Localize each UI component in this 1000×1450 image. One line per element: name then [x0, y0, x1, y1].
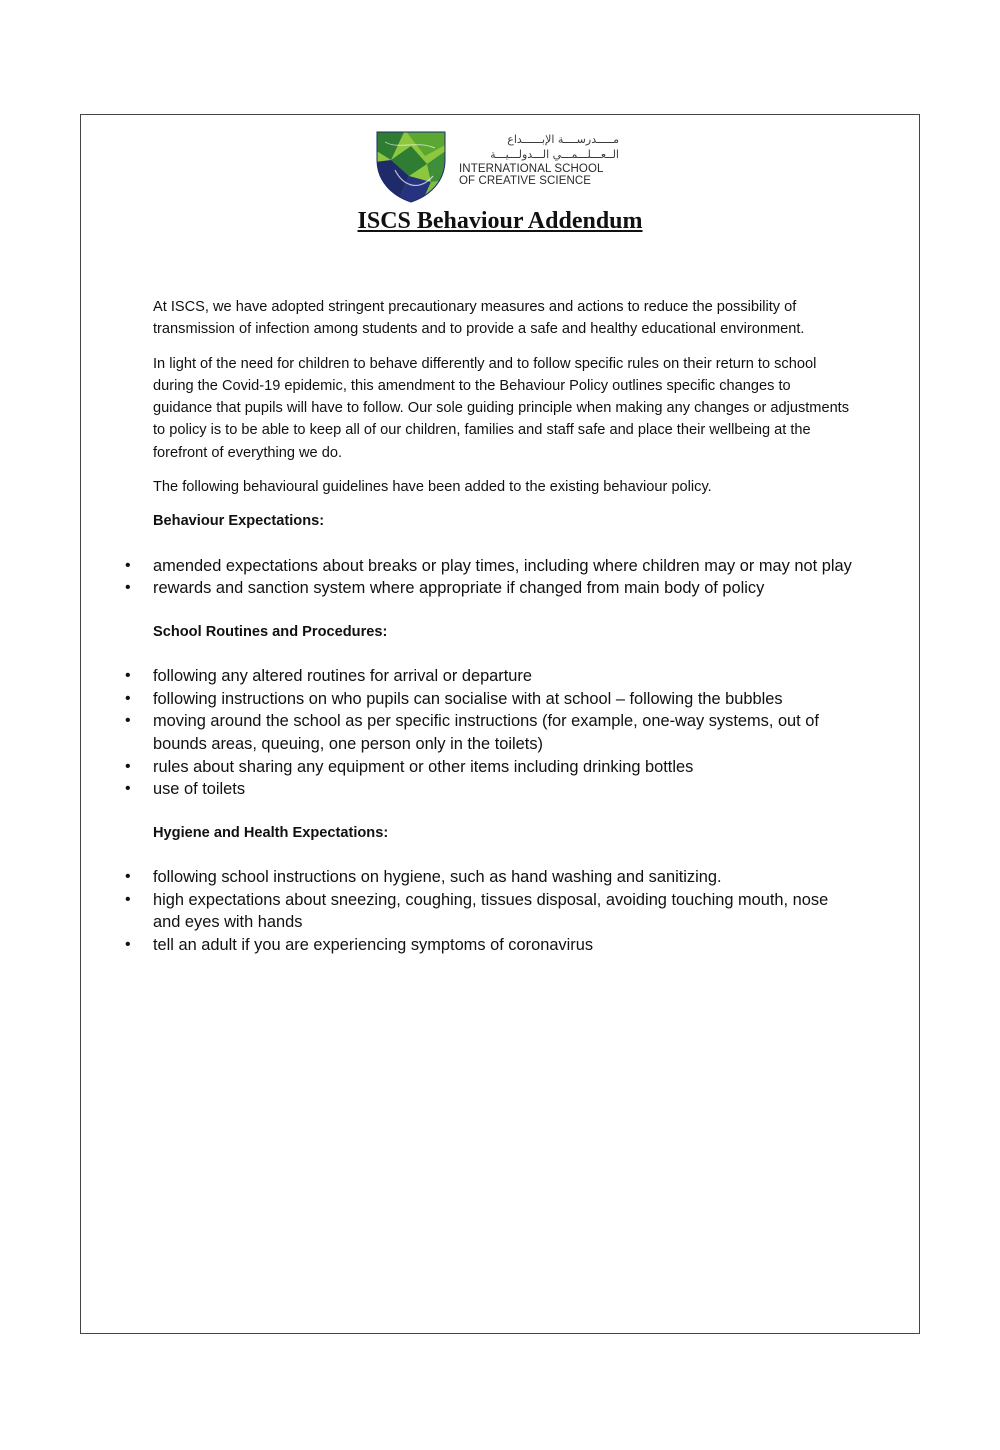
- list-item-text: high expectations about sneezing, coughing, tissues disposal, avoiding touching mouth, nose and eyes with hands: [153, 890, 829, 932]
- logo-arabic-line2: الــعـــلـــمـــي الـــدولـــيـــة: [490, 148, 619, 161]
- logo-english-text: [459, 163, 604, 187]
- logo-arabic-text: [459, 132, 619, 162]
- section-heading-hygiene: Hygiene and Health Expectations:: [153, 824, 389, 841]
- routines-list: [123, 665, 853, 801]
- list-item-text: rewards and sanction system where appropriate if changed from main body of policy: [153, 579, 765, 598]
- intro-paragraph-1: At ISCS, we have adopted stringent precautionary measures and actions to reduce the possibility of transmission of infection among students and to provide a safe and healthy educational environment.: [153, 299, 805, 338]
- list-item: [123, 665, 853, 688]
- list-item-text: moving around the school as per specific instructions (for example, one-way systems, out of bounds areas, queuing, one person only in the toilets): [153, 712, 819, 753]
- list-item: [123, 577, 853, 600]
- list-item: [123, 688, 853, 711]
- list-item-text: following any altered routines for arrival or departure: [153, 667, 533, 686]
- list-item: [123, 710, 853, 755]
- intro-paragraph-3: The following behavioural guidelines have been added to the existing behaviour policy.: [153, 479, 712, 496]
- logo-english-line2: OF CREATIVE SCIENCE: [459, 175, 592, 187]
- list-item: [123, 934, 853, 957]
- shield-crest-icon: [375, 130, 447, 204]
- behaviour-list: [123, 555, 853, 600]
- school-logo: [375, 130, 625, 205]
- intro-paragraph-2: In light of the need for children to behave differently and to follow specific rules on their return to school during the Covid-19 epidemic, this amendment to the Behaviour Policy outlines specific changes to guidance that pupils will have to follow. Our sole guiding principle when making any changes or adjustments to policy is to be able to keep all of our children, families and staff safe and place their wellbeing at the forefront of everything we do.: [153, 355, 850, 461]
- list-item-text: tell an adult if you are experiencing symptoms of coronavirus: [153, 935, 594, 954]
- document-body: [153, 296, 853, 977]
- list-item: [123, 866, 853, 889]
- list-item: [123, 778, 853, 801]
- logo-english-line1: INTERNATIONAL SCHOOL: [459, 163, 604, 175]
- hygiene-list: [123, 866, 853, 956]
- list-item: [123, 555, 853, 578]
- logo-arabic-line1: مـــــدرســــة الإبــــــداع: [507, 133, 619, 146]
- list-item-text: rules about sharing any equipment or other items including drinking bottles: [153, 757, 694, 776]
- list-item: [123, 889, 853, 934]
- list-item-text: following school instructions on hygiene, such as hand washing and sanitizing.: [153, 868, 722, 887]
- list-item: [123, 756, 853, 779]
- section-heading-behaviour: Behaviour Expectations:: [153, 513, 325, 530]
- document-title: ISCS Behaviour Addendum: [357, 208, 643, 234]
- list-item-text: amended expectations about breaks or play times, including where children may or may not play: [153, 556, 852, 575]
- list-item-text: following instructions on who pupils can socialise with at school – following the bubbles: [153, 689, 783, 708]
- list-item-text: use of toilets: [153, 780, 246, 799]
- section-heading-routines: School Routines and Procedures:: [153, 623, 388, 640]
